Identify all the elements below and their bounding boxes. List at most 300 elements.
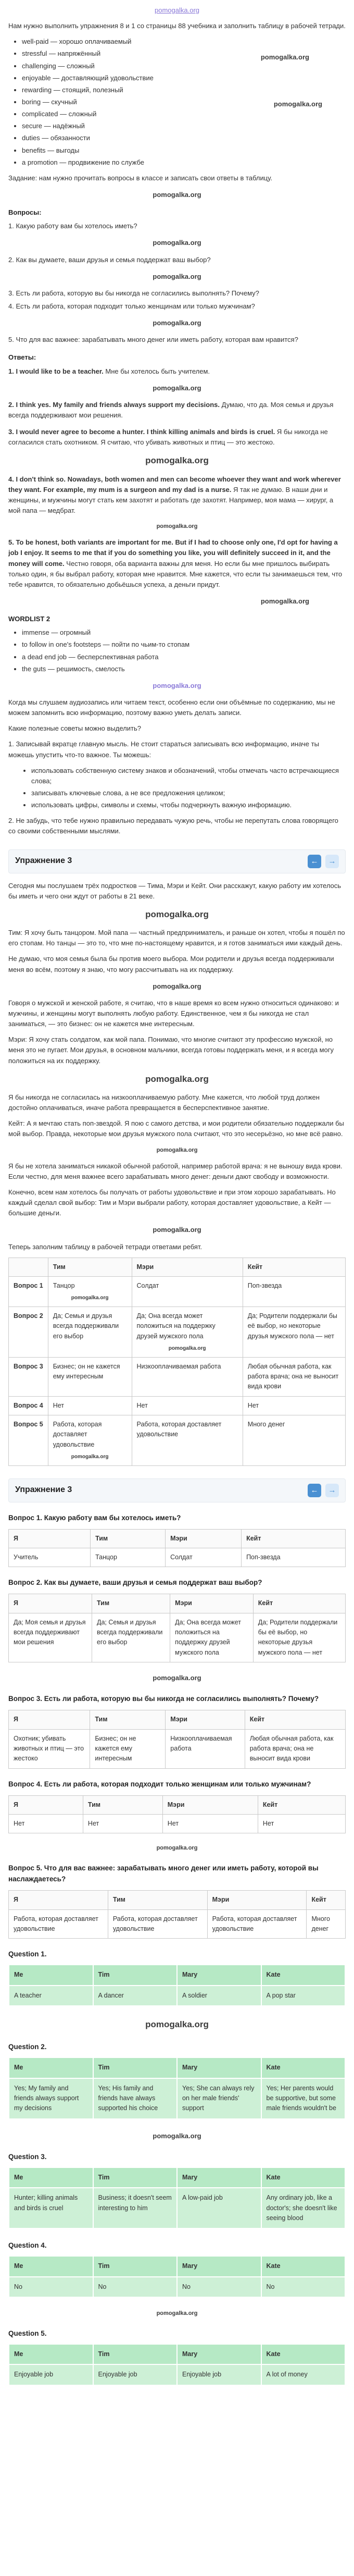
- transcript-paragraph: Не думаю, что моя семья была бы против моего выбора. Мои родители и друзья всегда поддерживали меня во всём, поэтому я знаю, что могу рассчитывать на их поддержку.: [8, 955, 334, 973]
- table-header-cell: Kate: [261, 2344, 346, 2364]
- cell-text: Да; Родители поддержали бы её выбор, но некоторые друзья мужского пола — нет: [247, 1312, 337, 1340]
- cell-text: Enjoyable job: [182, 2371, 222, 2378]
- cell-text: Работа, которая доставляет удовольствие: [212, 1915, 297, 1932]
- watermark: pomogalka.org: [153, 2131, 201, 2140]
- wordlist: [8, 627, 346, 674]
- table-cell: [243, 1277, 345, 1307]
- table-cell: [48, 1396, 132, 1415]
- cell-text: No: [266, 2283, 275, 2290]
- table-cell: [242, 1548, 346, 1567]
- table-cell: [132, 1307, 243, 1357]
- watermark: pomogalka.org: [153, 1674, 201, 1682]
- table-cell: [48, 1357, 132, 1396]
- watermark: pomogalka.org: [153, 319, 201, 327]
- table-cell: [93, 1986, 178, 2006]
- table-header-cell: Я: [9, 1710, 90, 1729]
- vocab-item: • rewarding — стоящий, полезный: [22, 85, 346, 95]
- table-cell: [91, 1548, 166, 1567]
- row-label: Вопрос 3: [9, 1357, 48, 1396]
- table-cell: [9, 1986, 93, 2006]
- table-cell: [48, 1307, 132, 1357]
- cell-text: Танцор: [95, 1553, 117, 1561]
- cell-text: No: [98, 2283, 107, 2290]
- table-cell: [90, 1729, 166, 1768]
- table-header-cell: Kate: [261, 2167, 346, 2188]
- transcript-paragraph: Мэри: Я хочу стать солдатом, как мой папа. Понимаю, что многие считают эту профессию мужской, но меня это не пугает. Мои друзья, в основном мальчики, всегда готовы поддержать меня, и я всегда могу положиться на их поддержку.: [8, 1036, 334, 1065]
- cell-text: Да; Семья и друзья всегда поддерживали его выбор: [53, 1312, 119, 1340]
- table-header-cell: [9, 1258, 48, 1276]
- watermark: pomogalka.org: [71, 1295, 109, 1301]
- cell-text: Нет: [167, 1819, 179, 1827]
- cell-text: A soldier: [182, 1991, 207, 1999]
- cell-text: Солдат: [170, 1553, 193, 1561]
- cell-text: Поп-звезда: [247, 1282, 282, 1290]
- watermark: pomogalka.org: [168, 1346, 206, 1352]
- table-cell: [132, 1396, 243, 1415]
- cell-text: Нет: [14, 1819, 25, 1827]
- watermark: pomogalka.org: [153, 982, 201, 990]
- wordlist-item: • immense — огромный: [22, 627, 346, 638]
- table-header-cell: Мэри: [162, 1795, 258, 1814]
- table-header-cell: Тим: [108, 1891, 207, 1909]
- table-header-cell: Mary: [177, 2057, 261, 2078]
- cell-text: Any ordinary job, like a doctor's; she doesn't like seeing blood: [266, 2194, 337, 2222]
- next-exercise-button[interactable]: →: [325, 855, 339, 868]
- exercise-header-2: [8, 1478, 346, 1502]
- answer-en: 5. To be honest, both variants are important for me. But if I had to choose only one, I'd opt for having a job I enjoy. It seems to me that if you do something you like, you will definitely succeed in it, and the money will come.: [8, 538, 338, 568]
- table-cell: [261, 1986, 346, 2006]
- question-item: 2. Как вы думаете, ваши друзья и семья поддержат ваш выбор?: [8, 255, 211, 264]
- cell-text: Yes; My family and friends always support my decisions: [14, 2084, 79, 2112]
- english-table-2: [8, 2057, 346, 2119]
- vocab-item: • secure — надёжный: [22, 121, 346, 131]
- tip-2-pre: 2. Не забудь, что тебе нужно: [8, 817, 101, 825]
- question-caption: Вопрос 5. Что для вас важнее: зарабатывать много денег или иметь работу, которой вы наслаждаетесь?: [8, 1864, 319, 1883]
- answer-item: [8, 427, 346, 448]
- table-cell: [166, 1729, 245, 1768]
- cell-text: Да; Моя семья и друзья всегда поддерживают мои решения: [14, 1618, 86, 1646]
- intro-lead: Нам нужно выполнить упражнения 8 и 1 со страницы 88 учебника и заполнить таблицу в рабочей тетради.: [8, 22, 346, 30]
- question-caption-en: Question 5.: [8, 2330, 47, 2338]
- table-header-cell: Mary: [177, 1965, 261, 1985]
- cell-text: Работа, которая доставляет удовольствие: [136, 1421, 222, 1438]
- question-caption-en: Question 4.: [8, 2241, 47, 2250]
- answer-ru: Я так не думаю. В наши дни и женщины, и мужчины могут стать кем захотят и работать где захотят. Например, моя мама — хирург, а мой папа — медбрат.: [8, 485, 334, 515]
- table-header-row: [9, 2167, 345, 2188]
- table-cell: [9, 1909, 108, 1939]
- watermark: pomogalka.org: [153, 384, 201, 392]
- cell-text: Нет: [247, 1401, 259, 1409]
- watermark: pomogalka.org: [145, 1074, 209, 1084]
- transcript-paragraph: Конечно, всем нам хотелось бы получать от работы удовольствие и при этом хорошо зарабатывать. Но каждый сделал свой выбор: Тим и Мэри выбрали работу, которая доставляет удовольствие, а Кейт — большие деньги.: [8, 1188, 336, 1217]
- table-header-row: [9, 1710, 346, 1729]
- table-header-cell: Кейт: [243, 1258, 345, 1276]
- table-header-cell: Кейт: [258, 1795, 345, 1814]
- tip-1-lead: 1. Записывай вкратце главную мысль.: [8, 740, 129, 748]
- tip-2: [8, 816, 346, 836]
- table-cell: [162, 1814, 258, 1833]
- next-exercise-button[interactable]: →: [325, 1484, 339, 1497]
- watermark: pomogalka.org: [260, 53, 309, 61]
- table-header-cell: Mary: [177, 2167, 261, 2188]
- table-header-cell: Me: [9, 2256, 93, 2276]
- table-row: [9, 1613, 346, 1662]
- cell-text: Учитель: [14, 1553, 39, 1561]
- summary-header-row: [9, 1258, 346, 1276]
- question-caption: Вопрос 4. Есть ли работа, которая подходит только женщинам или только мужчинам?: [8, 1780, 311, 1788]
- table-cell: [243, 1307, 345, 1357]
- summary-table: [8, 1258, 346, 1466]
- table-cell: [83, 1814, 162, 1833]
- table-row: [9, 1986, 345, 2006]
- table-cell: [9, 1613, 92, 1662]
- transcript-paragraph: Кейт: А я мечтаю стать поп-звездой. Я пою с самого детства, и мои родители обязательно поддержали бы мой выбор. Правда, некоторые мои друзья мужского пола считают, что это несерьёзно, но мне всё равно.: [8, 1119, 344, 1138]
- table-cell: [261, 2078, 346, 2119]
- table-header-cell: Тим: [90, 1710, 166, 1729]
- table-cell: [261, 2364, 346, 2385]
- answer-en: 1. I would like to be a teacher.: [8, 367, 104, 375]
- detail-table-1: [8, 1529, 346, 1568]
- table-cell: [9, 2364, 93, 2385]
- notes-question: Какие полезные советы можно выделить?: [8, 724, 141, 733]
- cell-text: Нет: [136, 1401, 148, 1409]
- question-caption: Вопрос 3. Есть ли работа, которую вы бы никогда не согласились выполнять? Почему?: [8, 1695, 319, 1703]
- table-header-cell: Я: [9, 1795, 83, 1814]
- watermark: pomogalka.org: [156, 1845, 198, 1852]
- cell-text: Enjoyable job: [14, 2371, 54, 2378]
- row-label: Вопрос 4: [9, 1396, 48, 1415]
- questions-title: Вопросы:: [8, 208, 42, 217]
- wordlist-item: • the guts — решимость, смелость: [22, 664, 346, 674]
- detail-table-3: [8, 1710, 346, 1769]
- prev-exercise-button[interactable]: ←: [308, 1484, 321, 1497]
- site-link[interactable]: pomogalka.org: [155, 6, 199, 14]
- transcript-paragraph: Я бы не хотела заниматься никакой обычной работой, например работой врача: я не выношу вида крови. Если честно, для меня важнее всего зарабатывать много денег: деньги дают свободу и возможности.: [8, 1162, 343, 1180]
- table-row: [9, 1814, 346, 1833]
- table-header-cell: Tim: [93, 2256, 178, 2276]
- vocab-item: • duties — обязанности: [22, 133, 346, 143]
- answer-en: 3. I would never agree to become a hunter. I think killing animals and birds is cruel.: [8, 428, 275, 436]
- table-cell: [245, 1729, 345, 1768]
- table-cell: [9, 1729, 90, 1768]
- question-caption: Вопрос 1. Какую работу вам бы хотелось иметь?: [8, 1513, 181, 1522]
- table-cell: [9, 1548, 91, 1567]
- tip-1: [8, 739, 346, 760]
- table-header-cell: Кейт: [307, 1891, 346, 1909]
- cell-text: Работа, которая доставляет удовольствие: [14, 1915, 98, 1932]
- table-row: [9, 1277, 346, 1307]
- table-header-cell: Тим: [48, 1258, 132, 1276]
- cell-text: Enjoyable job: [98, 2371, 137, 2378]
- vocab-item: • challenging — сложный: [22, 61, 346, 71]
- table-header-cell: Я: [9, 1891, 108, 1909]
- vocab-section: [8, 36, 346, 168]
- table-header-cell: Мэри: [207, 1891, 307, 1909]
- table-header-row: [9, 2344, 345, 2364]
- table-cell: [9, 2277, 93, 2297]
- table-cell: [177, 2188, 261, 2228]
- table-header-row: [9, 1529, 346, 1548]
- cell-text: Много денег: [247, 1421, 285, 1428]
- answer-ru: Мне бы хотелось быть учителем.: [105, 367, 210, 375]
- table-header-cell: Tim: [93, 2344, 178, 2364]
- english-table-5: [8, 2344, 346, 2386]
- cell-text: Yes; Her parents would be supportive, but some male friends wouldn't be: [266, 2084, 336, 2112]
- table-cell: [9, 2078, 93, 2119]
- table-cell: [93, 2364, 178, 2385]
- transcript-paragraph: Я бы никогда не согласилась на низкооплачиваемую работу. Мне кажется, что любой труд должен достойно оплачиваться, иначе работа превращается в бесперспективное занятие.: [8, 1093, 320, 1112]
- watermark: pomogalka.org: [153, 239, 201, 247]
- table-cell: [93, 2188, 178, 2228]
- watermark: pomogalka.org: [153, 1226, 201, 1234]
- table-row: [9, 2277, 345, 2297]
- exercise-title: Упражнение 3: [15, 1485, 72, 1495]
- table-cell: [177, 2364, 261, 2385]
- table-cell: [170, 1613, 254, 1662]
- watermark: pomogalka.org: [156, 523, 198, 530]
- vocab-item: • a promotion — продвижение по службе: [22, 157, 346, 168]
- cell-text: Низкооплачиваемая работа: [136, 1362, 221, 1370]
- answer-ru: Я бы никогда не согласился стать охотником. Я считаю, что убивать животных и птиц — это жестоко.: [8, 428, 328, 447]
- table-cell: [261, 2188, 346, 2228]
- tip-2-post: , чтобы не перепутать слова говорящего со своими собственными мыслями.: [8, 817, 338, 835]
- cell-text: Business; it doesn't seem interesting to him: [98, 2194, 172, 2212]
- table-row: [9, 1415, 346, 1466]
- table-cell: [93, 2078, 178, 2119]
- watermark: pomogalka.org: [153, 681, 201, 689]
- question-item: 4. Есть ли работа, которая подходит только женщинам или только мужчинам?: [8, 302, 255, 310]
- tip-bullet: • использовать собственную систему знаков и обозначений, чтобы отмечать часто встречающиеся слова;: [31, 766, 346, 786]
- table-header-row: [9, 1594, 346, 1613]
- table-cell: [108, 1909, 207, 1939]
- cell-text: A lot of money: [266, 2371, 308, 2378]
- cell-text: A teacher: [14, 1991, 42, 1999]
- cell-text: Низкооплачиваемая работа: [170, 1734, 232, 1752]
- table-row: [9, 1909, 346, 1939]
- cell-text: Много денег: [311, 1915, 330, 1932]
- table-header-cell: Я: [9, 1529, 91, 1548]
- table-header-cell: Мэри: [166, 1529, 242, 1548]
- table-row: [9, 1729, 346, 1768]
- cell-text: Да; Она всегда может положиться на поддержку друзей мужского пола: [136, 1312, 216, 1340]
- cell-text: Да; Она всегда может положиться на поддержку друзей мужского пола: [175, 1618, 242, 1656]
- table-row: [9, 1396, 346, 1415]
- table-cell: [9, 1814, 83, 1833]
- answer-ru: Честно говоря, оба варианта важны для меня. Но если бы мне пришлось выбирать только один, я бы выбрал работу, которая мне нравится. Мне кажется, что если ты занимаешься тем, что тебе нравится, то обязательно добьёшься успеха, а деньги придут.: [8, 559, 343, 588]
- table-header-cell: Мэри: [170, 1594, 254, 1613]
- table-cell: [207, 1909, 307, 1939]
- table-header-cell: Tim: [93, 2057, 178, 2078]
- cell-text: A dancer: [98, 1991, 124, 1999]
- english-table-3: [8, 2167, 346, 2229]
- cell-text: Да; Родители поддержали бы её выбор, но некоторые друзья мужского пола — нет: [258, 1618, 338, 1656]
- table-cell: [93, 2277, 178, 2297]
- english-table-1: [8, 1964, 346, 2006]
- row-label: Вопрос 5: [9, 1415, 48, 1466]
- vocab-item: • well-paid — хорошо оплачиваемый: [22, 36, 346, 47]
- answer-ru: Думаю, что да. Моя семья и друзья всегда поддерживают мои решения.: [8, 400, 334, 419]
- tip-bullet: • записывать ключевые слова, а не все предложения целиком;: [31, 788, 346, 798]
- table-cell: [261, 2277, 346, 2297]
- wordlist-item: • a dead end job — бесперспективная работа: [22, 652, 346, 662]
- table-header-cell: Me: [9, 2057, 93, 2078]
- table-row: [9, 1548, 346, 1567]
- cell-text: Работа, которая доставляет удовольствие: [53, 1421, 102, 1448]
- table-cell: [177, 2078, 261, 2119]
- table-header-cell: Me: [9, 2344, 93, 2364]
- detail-table-2: [8, 1594, 346, 1662]
- transcript-paragraph: Сегодня мы послушаем трёх подростков — Тима, Мэри и Кейт. Они расскажут, какую работу им хотелось бы иметь и чего они ждут от работы в 21 веке.: [8, 881, 342, 900]
- table-row: [9, 2078, 345, 2119]
- table-cell: [243, 1415, 345, 1466]
- table-cell: [132, 1277, 243, 1307]
- table-header-cell: Tim: [93, 1965, 178, 1985]
- question-caption-en: Question 3.: [8, 2152, 47, 2161]
- cell-text: Yes; His family and friends have always supported his choice: [98, 2084, 158, 2112]
- english-table-4: [8, 2255, 346, 2298]
- table-cell: [132, 1357, 243, 1396]
- table-cell: [48, 1277, 132, 1307]
- exercise-header-1: [8, 849, 346, 873]
- table-header-cell: Мэри: [132, 1258, 243, 1276]
- row-label: Вопрос 2: [9, 1307, 48, 1357]
- table-header-cell: Me: [9, 2167, 93, 2188]
- cell-text: Любая обычная работа, как работа врача; она не выносит вида крови: [249, 1734, 334, 1762]
- cell-text: Охотник; убивать животных и птиц — это жестоко: [14, 1734, 84, 1762]
- answer-item: [8, 366, 346, 377]
- cell-text: Да; Семья и друзья всегда поддерживали его выбор: [96, 1618, 163, 1646]
- watermark: pomogalka.org: [153, 190, 201, 199]
- table-header-cell: Tim: [93, 2167, 178, 2188]
- row-label: Вопрос 1: [9, 1277, 48, 1307]
- table-cell: [177, 1986, 261, 2006]
- answer-item: [8, 537, 346, 590]
- vocab-item: • benefits — выгоды: [22, 145, 346, 156]
- wordlist-title: WORDLIST 2: [8, 615, 50, 623]
- table-header-row: [9, 2256, 345, 2276]
- vocab-item: • stressful — напряжённый: [22, 48, 346, 59]
- table-header-cell: Я: [9, 1594, 92, 1613]
- table-cell: [132, 1415, 243, 1466]
- transcript-paragraph: Говоря о мужской и женской работе, я считаю, что в наше время ко всем нужно относиться одинаково: и мужчины, и женщины могут выполнять любую работу. Единственное, чем я бы никогда не стал заниматься, — это бизнес: он не кажется мне интересным.: [8, 999, 339, 1028]
- vocab-item: • boring — скучный: [22, 97, 346, 107]
- table-header-cell: Mary: [177, 2256, 261, 2276]
- table-cell: [258, 1814, 345, 1833]
- table-cell: [92, 1613, 170, 1662]
- answer-en: 4. I don't think so. Nowadays, both women and men can become whoever they want and work wherever they want. For example, my mum is a surgeon and my dad is a nurse.: [8, 475, 341, 494]
- watermark: pomogalka.org: [153, 272, 201, 280]
- cell-text: A low-paid job: [182, 2194, 223, 2202]
- watermark: pomogalka.org: [260, 597, 309, 606]
- tip-1-rest: Не стоит стараться записывать всю информацию, иначе ты можешь упустить что-то важное. Ты можешь:: [8, 740, 319, 759]
- table-cell: [48, 1415, 132, 1466]
- table-header-cell: Кейт: [242, 1529, 346, 1548]
- notes-paragraph: Когда мы слушаем аудиозапись или читаем текст, особенно если они объёмные по содержанию, мы не можем запомнить всю информацию, поэтому важно уметь делать записи.: [8, 698, 335, 717]
- watermark: pomogalka.org: [156, 2310, 198, 2317]
- exercise-title: Упражнение 3: [15, 856, 72, 866]
- watermark: pomogalka.org: [145, 455, 209, 466]
- table-header-row: [9, 1891, 346, 1909]
- cell-text: Солдат: [136, 1282, 159, 1290]
- watermark: pomogalka.org: [273, 100, 322, 108]
- table-header-cell: Тим: [83, 1795, 162, 1814]
- vocab-item: • complicated — сложный: [22, 109, 346, 119]
- vocab-item: • enjoyable — доставляющий удовольствие: [22, 73, 346, 83]
- cell-text: Поп-звезда: [246, 1553, 281, 1561]
- table-cell: [177, 2277, 261, 2297]
- tip-bullet: • использовать цифры, символы и схемы, чтобы подчеркнуть важную информацию.: [31, 800, 346, 810]
- question-item: 1. Какую работу вам бы хотелось иметь?: [8, 222, 137, 230]
- table-header-cell: Тим: [91, 1529, 166, 1548]
- table-row: [9, 1357, 346, 1396]
- table-header-row: [9, 1795, 346, 1814]
- watermark: pomogalka.org: [156, 1147, 198, 1153]
- table-cell: [307, 1909, 346, 1939]
- table-header-cell: Mary: [177, 2344, 261, 2364]
- question-item: 3. Есть ли работа, которую вы бы никогда не согласились выполнять? Почему?: [8, 289, 259, 297]
- exercise-nav: [308, 855, 339, 868]
- cell-text: Бизнес; он не кажется ему интересным: [53, 1362, 120, 1380]
- table-header-cell: Кейт: [245, 1710, 345, 1729]
- table-header-cell: Кейт: [253, 1594, 345, 1613]
- detail-table-5: [8, 1890, 346, 1939]
- cell-text: Нет: [262, 1819, 274, 1827]
- cell-text: Нет: [87, 1819, 99, 1827]
- answers-title: Ответы:: [8, 353, 36, 362]
- cell-text: A pop star: [266, 1991, 296, 1999]
- cell-text: Работа, которая доставляет удовольствие: [112, 1915, 198, 1932]
- cell-text: Любая обычная работа, как работа врача; она не выносит вида крови: [247, 1362, 339, 1390]
- prev-exercise-button[interactable]: ←: [308, 855, 321, 868]
- table-header-cell: Kate: [261, 1965, 346, 1985]
- question-caption-en: Question 2.: [8, 2043, 47, 2051]
- question-item: 5. Что для вас важнее: зарабатывать много денег или иметь работу, которая вам нравится?: [8, 336, 298, 344]
- tip-bullet-list: [8, 766, 346, 811]
- cell-text: No: [14, 2283, 22, 2290]
- table-cell: [166, 1548, 242, 1567]
- transcript-paragraph: Теперь заполним таблицу в рабочей тетради ответами ребят.: [8, 1242, 203, 1251]
- table-header-row: [9, 1965, 345, 1985]
- watermark: pomogalka.org: [71, 1454, 109, 1460]
- answer-item: [8, 400, 346, 421]
- table-header-cell: Kate: [261, 2057, 346, 2078]
- table-header-cell: Тим: [92, 1594, 170, 1613]
- table-cell: [253, 1613, 345, 1662]
- tip-2-bold: правильно передавать чужую речь: [100, 817, 211, 825]
- cell-text: Нет: [53, 1401, 64, 1409]
- question-caption-en: Question 1.: [8, 1950, 47, 1958]
- cell-text: No: [182, 2283, 191, 2290]
- detail-table-4: [8, 1795, 346, 1834]
- table-row: [9, 2364, 345, 2385]
- question-caption: Вопрос 2. Как вы думаете, ваши друзья и семья поддержат ваш выбор?: [8, 1579, 262, 1587]
- table-row: [9, 1307, 346, 1357]
- table-cell: [243, 1396, 345, 1415]
- assignment-text: Задание: нам нужно прочитать вопросы в классе и записать свои ответы в таблицу.: [8, 174, 272, 182]
- wordlist-item: • to follow in one's footsteps — пойти по чьим-то стопам: [22, 639, 346, 650]
- cell-text: Hunter; killing animals and birds is cruel: [14, 2194, 78, 2212]
- table-header-row: [9, 2057, 345, 2078]
- answer-en: 2. I think yes. My family and friends always support my decisions.: [8, 400, 220, 409]
- table-cell: [243, 1357, 345, 1396]
- watermark: pomogalka.org: [145, 909, 209, 919]
- table-header-cell: Kate: [261, 2256, 346, 2276]
- exercise-nav: [308, 1484, 339, 1497]
- watermark: pomogalka.org: [145, 2019, 209, 2030]
- table-header-cell: Мэри: [166, 1710, 245, 1729]
- cell-text: Танцор: [53, 1282, 75, 1290]
- table-row: [9, 2188, 345, 2228]
